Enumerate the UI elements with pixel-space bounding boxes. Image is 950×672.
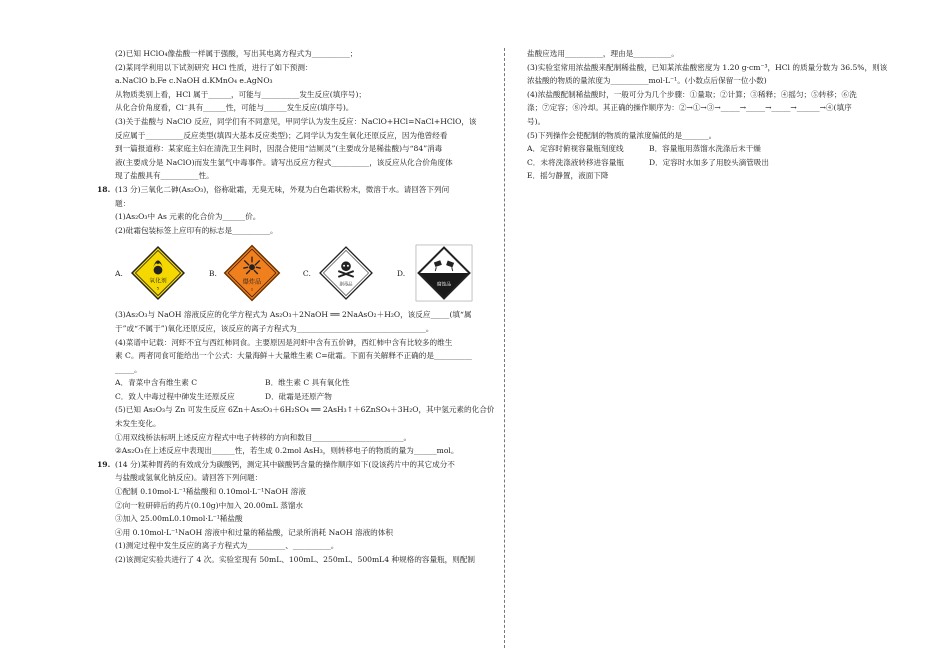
option-letter: B. <box>208 268 217 278</box>
text-line: (4)菜谱中记载：河虾不宜与西红柿同食。主要原因是河虾中含有五价砷，西红柿中含有比较多的维生 <box>115 337 453 347</box>
text-line: 从化合价角度看，Cl⁻具有______性，可能与______发生反应(填序号)。 <box>115 103 354 113</box>
text-line: 浓盐酸的物质的量浓度为__________mol·L⁻¹。(小数点后保留一位小数) <box>527 76 767 86</box>
options-row <box>527 142 903 156</box>
question-number: 19. <box>97 459 111 469</box>
option-c: C．未将洗涤液转移进容量瓶 <box>527 157 624 167</box>
option-a: A．定容时俯视容量瓶刻度线 <box>527 144 624 154</box>
text-line: (2)已知 HClO₄像盐酸一样属于强酸，写出其电离方程式为__________； <box>115 49 358 58</box>
text-line: 液(主要成分是 NaClO)而发生氯气中毒事件。请写出反应方程式__________，该反应从化合价角度体 <box>115 157 453 167</box>
question-text: (14 分)某种胃药的有效成分为碳酸钙，测定其中碳酸钙含量的操作顺序如下(设该药片中的其它成分不 <box>115 459 455 469</box>
text-line: 与盐酸或氢氧化钠反应)。请回答下列问题： <box>115 473 263 483</box>
text-line: ④用 0.10mol·L⁻¹NaOH 溶液中和过量的稀盐酸，记录所消耗 NaOH 溶液的体积 <box>115 527 393 537</box>
text-line: ②As₂O₃在上述反应中表现出______性，若生成 0.2mol AsH₃，则转移电子的物质的量为______mol。 <box>115 446 459 456</box>
text-line: 盐酸应选用__________，理由是__________。 <box>527 49 679 58</box>
text-line: 反应属于__________反应类型(填四大基本反应类型)；乙同学认为发生氧化还原反应，因为他曾经看 <box>115 130 448 140</box>
svg-text:5: 5 <box>156 285 160 291</box>
question-number: 18. <box>97 184 111 194</box>
left-column <box>97 47 495 567</box>
options-row <box>115 390 495 404</box>
text-line: 题： <box>115 198 131 208</box>
text-line: (2)某同学利用以下试剂研究 HCl 性质，进行了如下预测： <box>115 62 313 72</box>
sign-option-b <box>209 244 281 302</box>
question-18-header <box>97 183 495 197</box>
option-c: C．致人中毒过程中砷发生还原反应 <box>115 391 235 401</box>
hazard-signs-row <box>115 243 495 303</box>
question-text: (13 分)三氧化二砷(As₂O₃)，俗称砒霜，无臭无味，外观为白色霜状粉末，微溶于水。请回答下列问 <box>115 184 450 194</box>
option-a: A．青菜中含有维生素 C <box>115 378 198 388</box>
sign-option-c <box>303 244 375 302</box>
text-line: 现了盐酸具有__________性。 <box>115 171 214 181</box>
sign-option-a <box>115 244 187 302</box>
text-line: (2)该测定实验共进行了 4 次。实验室现有 50mL、100mL、250mL、500mL4 种规格的容量瓶，则配制 <box>115 555 476 564</box>
corrosive-sign-icon <box>415 244 473 302</box>
text-line: (4)浓盐酸配制稀盐酸时，一般可分为几个步骤：①量取；②计算；③稀释；④摇匀；⑤转移；⑥洗 <box>527 89 857 99</box>
text-line: ②向一粒研碎后的药片(0.10g)中加入 20.00mL 蒸馏水 <box>115 500 304 510</box>
text-line: (1)测定过程中发生反应的离子方程式为__________、__________。 <box>115 541 339 551</box>
question-19-header <box>97 458 495 472</box>
svg-text:1: 1 <box>250 286 254 292</box>
text-line: (2)砒霜包装标签上应印有的标志是__________。 <box>115 225 278 235</box>
text-line: (5)下列操作会使配制的物质的量浓度偏低的是_______。 <box>527 130 717 140</box>
sign-label: 氧化剂 <box>149 278 167 285</box>
text-line: 涤；⑦定容；⑧冷却。其正确的操作顺序为：②→①→③→_____→_____→_____→______→④(填序 <box>527 103 852 113</box>
option-letter: D. <box>396 268 406 278</box>
text-line: ①用双线桥法标明上述反应方程式中电子转移的方向和数目________________________。 <box>115 432 412 442</box>
oxidizer-sign-icon <box>129 244 187 302</box>
options-row <box>115 376 495 390</box>
text-line: ③加入 25.00mL0.10mol·L⁻¹稀盐酸 <box>115 514 243 524</box>
text-line: 于”或“不属于”)氧化还原反应，该反应的离子方程式为__________________________________。 <box>115 323 434 333</box>
text-line: 未发生变化。 <box>115 419 161 429</box>
text-line: (3)实验室常用浓盐酸来配制稀盐酸，已知某浓盐酸密度为 1.20 g·cm⁻³，HCl 的质量分数为 36.5%，则该 <box>527 62 888 72</box>
sign-label: 腐蚀品 <box>436 282 452 288</box>
column-divider <box>504 48 505 648</box>
text-line: _____。 <box>115 364 142 374</box>
option-d: D．砒霜是还原产物 <box>265 391 332 401</box>
option-b: B．维生素 C 具有氧化性 <box>265 378 350 388</box>
options-row <box>527 156 903 170</box>
text-line: (3)As₂O₃与 NaOH 溶液反应的化学方程式为 As₂O₃＋2NaOH ══ 2NaAsO₂＋H₂O，该反应_____(填“属 <box>115 310 472 320</box>
option-letter: A. <box>115 268 123 278</box>
text-line: 到一篇报道称：某家庭主妇在清洗卫生间时，因混合使用“洁厕灵”(主要成分是稀盐酸)与“84”消毒 <box>115 144 443 154</box>
sign-option-d <box>397 244 473 302</box>
explosive-sign-icon <box>223 244 281 302</box>
reagent-list: a.NaClO b.Fe c.NaOH d.KMnO₄ e.AgNO₃ <box>115 76 273 86</box>
text-line: 号)。 <box>527 116 546 126</box>
text-line: (3)关于盐酸与 NaClO 反应，同学们有不同意见，甲同学认为发生反应：NaClO+HCl=NaCl+HClO，该 <box>115 116 477 126</box>
text-line: (1)As₂O₃中 As 元素的化合价为______价。 <box>115 212 261 222</box>
toxic-sign-icon <box>317 244 375 302</box>
option-b: B．容量瓶用蒸馏水洗涤后未干燥 <box>649 144 761 154</box>
option-e: E．摇匀静置，液面下降 <box>527 171 609 181</box>
option-letter: C. <box>302 268 311 278</box>
option-d: D．定容时水加多了用胶头滴管吸出 <box>649 157 769 167</box>
text-line: ①配制 0.10mol·L⁻¹稀盐酸和 0.10mol·L⁻¹NaOH 溶液 <box>115 487 306 497</box>
sign-label: 爆炸品 <box>242 278 262 286</box>
sign-label: 剧毒品 <box>339 282 353 288</box>
text-line: (5)已知 As₂O₃与 Zn 可发生反应 6Zn＋As₂O₃＋6H₂SO₄ ══ 2AsH₃↑＋6ZnSO₄＋3H₂O，其中氢元素的化合价 <box>115 405 495 415</box>
text-line: 素 C。两者同食可能给出一个公式：大量海鲜＋大量维生素 C=砒霜。下面有关解释不正确的是__________ <box>115 351 472 361</box>
text-line: 从物质类别上看，HCl 属于______，可能与__________发生反应(填序号)； <box>115 89 367 99</box>
right-column <box>527 47 903 183</box>
